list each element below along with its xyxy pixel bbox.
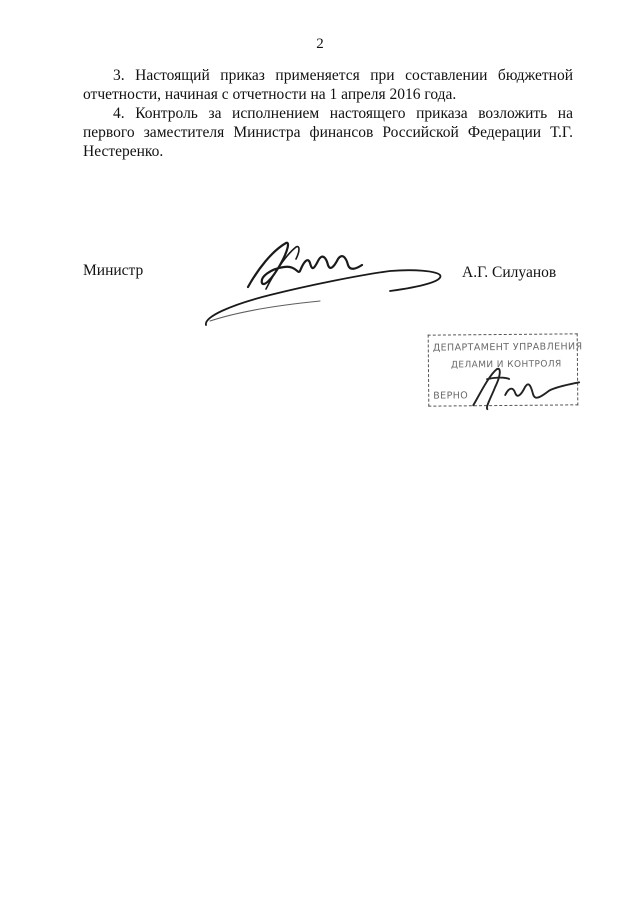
stamp-verified: ВЕРНО [433, 390, 469, 402]
signatory-role: Министр [83, 262, 144, 279]
certification-stamp [428, 333, 583, 406]
stamp-department: ДЕПАРТАМЕНТ УПРАВЛЕНИЯ [432, 341, 583, 354]
page-number: 2 [316, 36, 324, 52]
stamp-division: ДЕЛАМИ И КОНТРОЛЯ [450, 359, 562, 371]
stamp-signature-icon [465, 364, 583, 415]
document-body [83, 66, 573, 161]
paragraph-4: 4. Контроль за исполнением настоящего приказа возложить на первого заместителя Министра финансов Российской Федерации Т.Г. Нестеренко. [83, 105, 573, 160]
minister-signature-icon [200, 225, 460, 335]
paragraph-3: 3. Настоящий приказ применяется при составлении бюджетной отчетности, начиная с отчетности на 1 апреля 2016 года. [83, 67, 573, 103]
signatory-name: А.Г. Силуанов [462, 264, 557, 281]
